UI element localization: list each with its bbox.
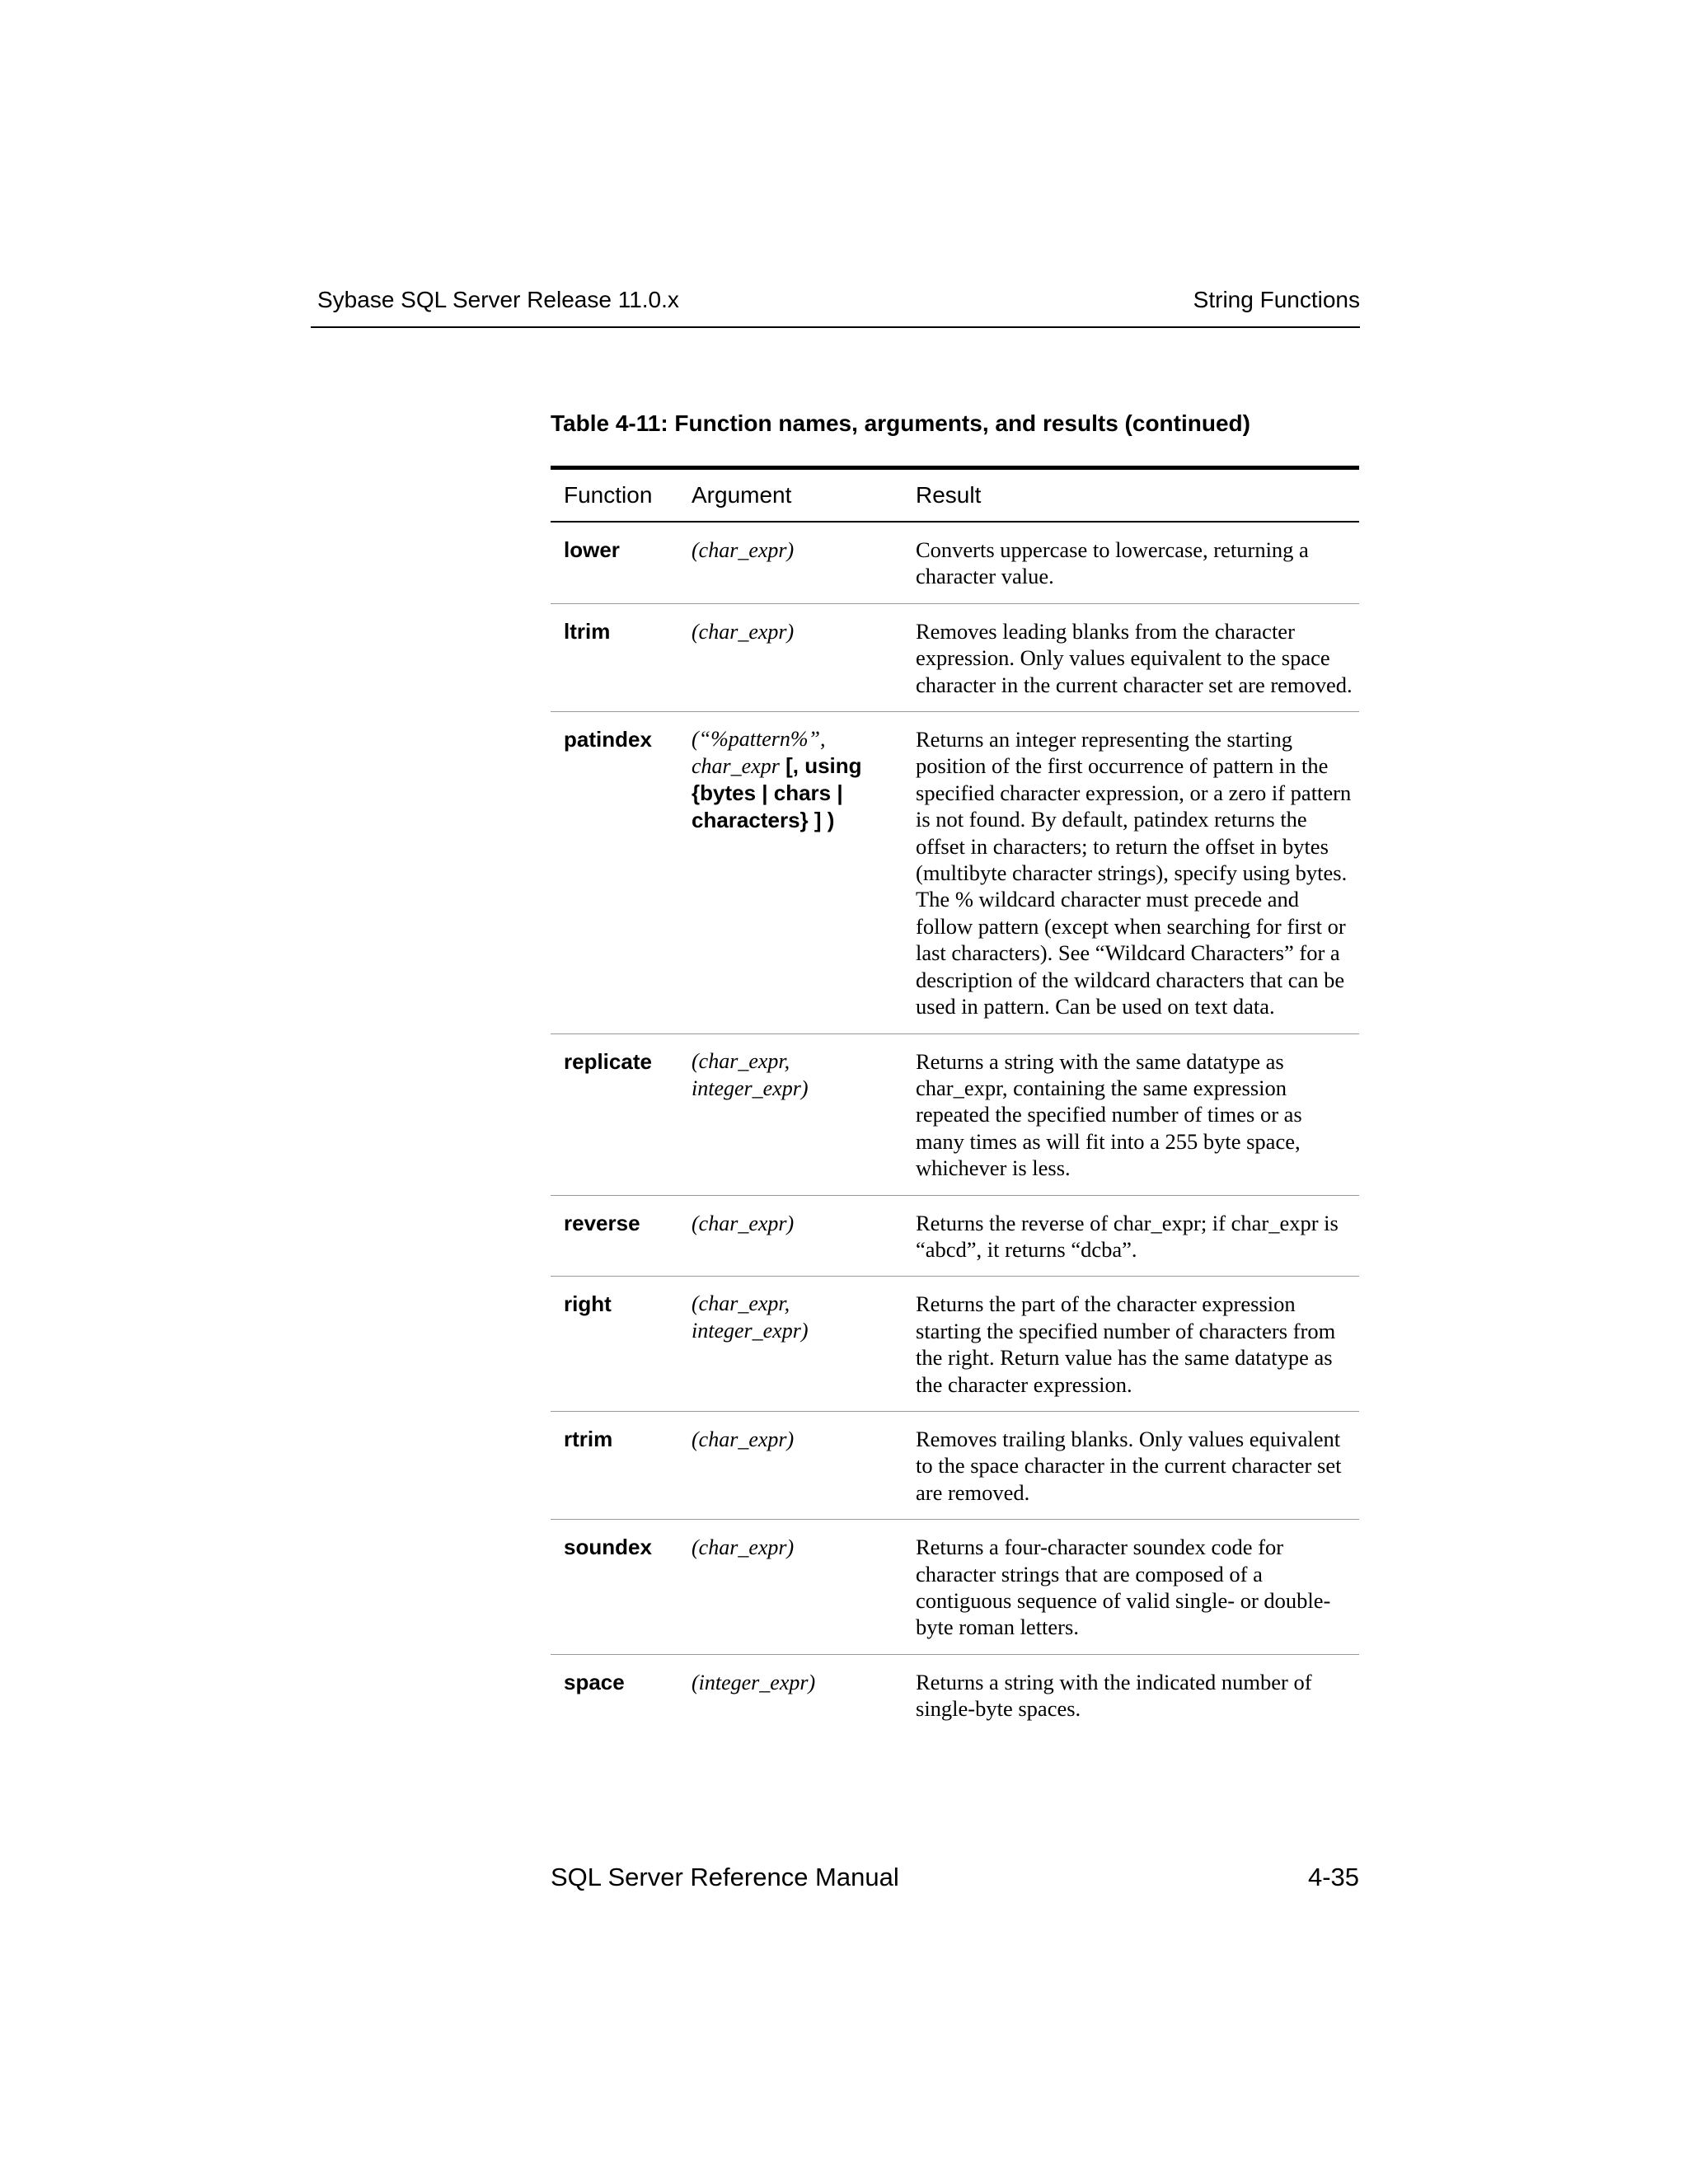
function-name: rtrim [564, 1426, 613, 1451]
function-name: right [564, 1291, 612, 1317]
argument-text: (char_expr) [692, 1535, 795, 1560]
function-argument [692, 1048, 916, 1182]
table-header-row [551, 470, 1359, 523]
function-result: Removes leading blanks from the character expression. Only values equivalent to the space character in the current character set are removed. [916, 618, 1353, 697]
function-name: reverse [564, 1210, 640, 1235]
function-result: Returns a string with the same datatype as char_expr, containing the same expression repeated the specified number of times or as many times as will fit into a 255 byte space, whichever is less. [916, 1048, 1302, 1181]
argument-extra: [, using {bytes | chars | characters} ] ) [692, 753, 862, 833]
function-argument [692, 1210, 916, 1263]
function-result: Converts uppercase to lowercase, returning a character value. [916, 537, 1309, 589]
table-row [551, 1412, 1359, 1520]
function-name: ltrim [564, 618, 611, 644]
table-row [551, 1196, 1359, 1277]
header-section-title: String Functions [1193, 287, 1360, 312]
table-row [551, 1034, 1359, 1196]
table-row [551, 712, 1359, 1033]
function-argument [692, 1291, 916, 1398]
argument-text: (char_expr, integer_expr) [692, 1048, 809, 1100]
page-number: 4-35 [1307, 1863, 1359, 1891]
column-header-result: Result [916, 482, 982, 508]
function-result: Returns a four-character soundex code for character strings that are composed of a contiguous sequence of valid single- or double-byte roman letters. [916, 1535, 1331, 1640]
table-caption: Table 4-11: Function names, arguments, and results (continued) [551, 410, 1250, 436]
function-result: Returns an integer representing the starting position of the first occurrence of pattern in the specified character expression, or a zero if pattern is not found. By default, patindex returns the offset in characters; to return the offset in bytes (multibyte character strings), specify using bytes. The % wildcard character must precede and follow pattern (except when searching for first or last characters). See “Wildcard Characters” for a description of the wildcard characters that can be used in pattern. Can be used on text data. [916, 727, 1352, 1019]
table-row [551, 604, 1359, 712]
header-rule [311, 326, 1360, 328]
function-result: Returns the part of the character expression starting the specified number of characters from the right. Return value has the same datatype as the character expression. [916, 1291, 1336, 1397]
function-result: Returns a string with the indicated number of single-byte spaces. [916, 1669, 1312, 1722]
function-argument [692, 618, 916, 698]
table-row [551, 1520, 1359, 1655]
function-argument [692, 537, 916, 590]
function-name: patindex [564, 727, 652, 752]
function-name: lower [564, 537, 620, 562]
function-result: Returns the reverse of char_expr; if char_expr is “abcd”, it returns “dcba”. [916, 1210, 1339, 1262]
column-header-function: Function [564, 482, 653, 508]
argument-text: (char_expr) [692, 619, 795, 644]
argument-text: (char_expr, integer_expr) [692, 1291, 809, 1343]
function-name: replicate [564, 1048, 652, 1074]
argument-text: (char_expr) [692, 1427, 795, 1451]
function-table [551, 466, 1359, 1736]
function-result: Removes trailing blanks. Only values equivalent to the space character in the current character set are removed. [916, 1426, 1342, 1505]
function-name: soundex [564, 1535, 652, 1560]
function-name: space [564, 1669, 625, 1694]
column-header-argument: Argument [692, 482, 792, 508]
footer-manual-title: SQL Server Reference Manual [551, 1863, 899, 1891]
table-row [551, 1277, 1359, 1412]
function-argument [692, 1669, 916, 1722]
argument-text: (char_expr) [692, 538, 795, 562]
header-book-title: Sybase SQL Server Release 11.0.x [317, 287, 679, 312]
function-argument [692, 726, 916, 1019]
table-row [551, 523, 1359, 604]
running-header [317, 287, 1360, 321]
argument-text: (“%pattern%”, char_expr [692, 727, 826, 779]
argument-text: (char_expr) [692, 1211, 795, 1235]
function-argument [692, 1534, 916, 1641]
function-argument [692, 1426, 916, 1506]
argument-text: (integer_expr) [692, 1670, 816, 1694]
table-row [551, 1655, 1359, 1736]
